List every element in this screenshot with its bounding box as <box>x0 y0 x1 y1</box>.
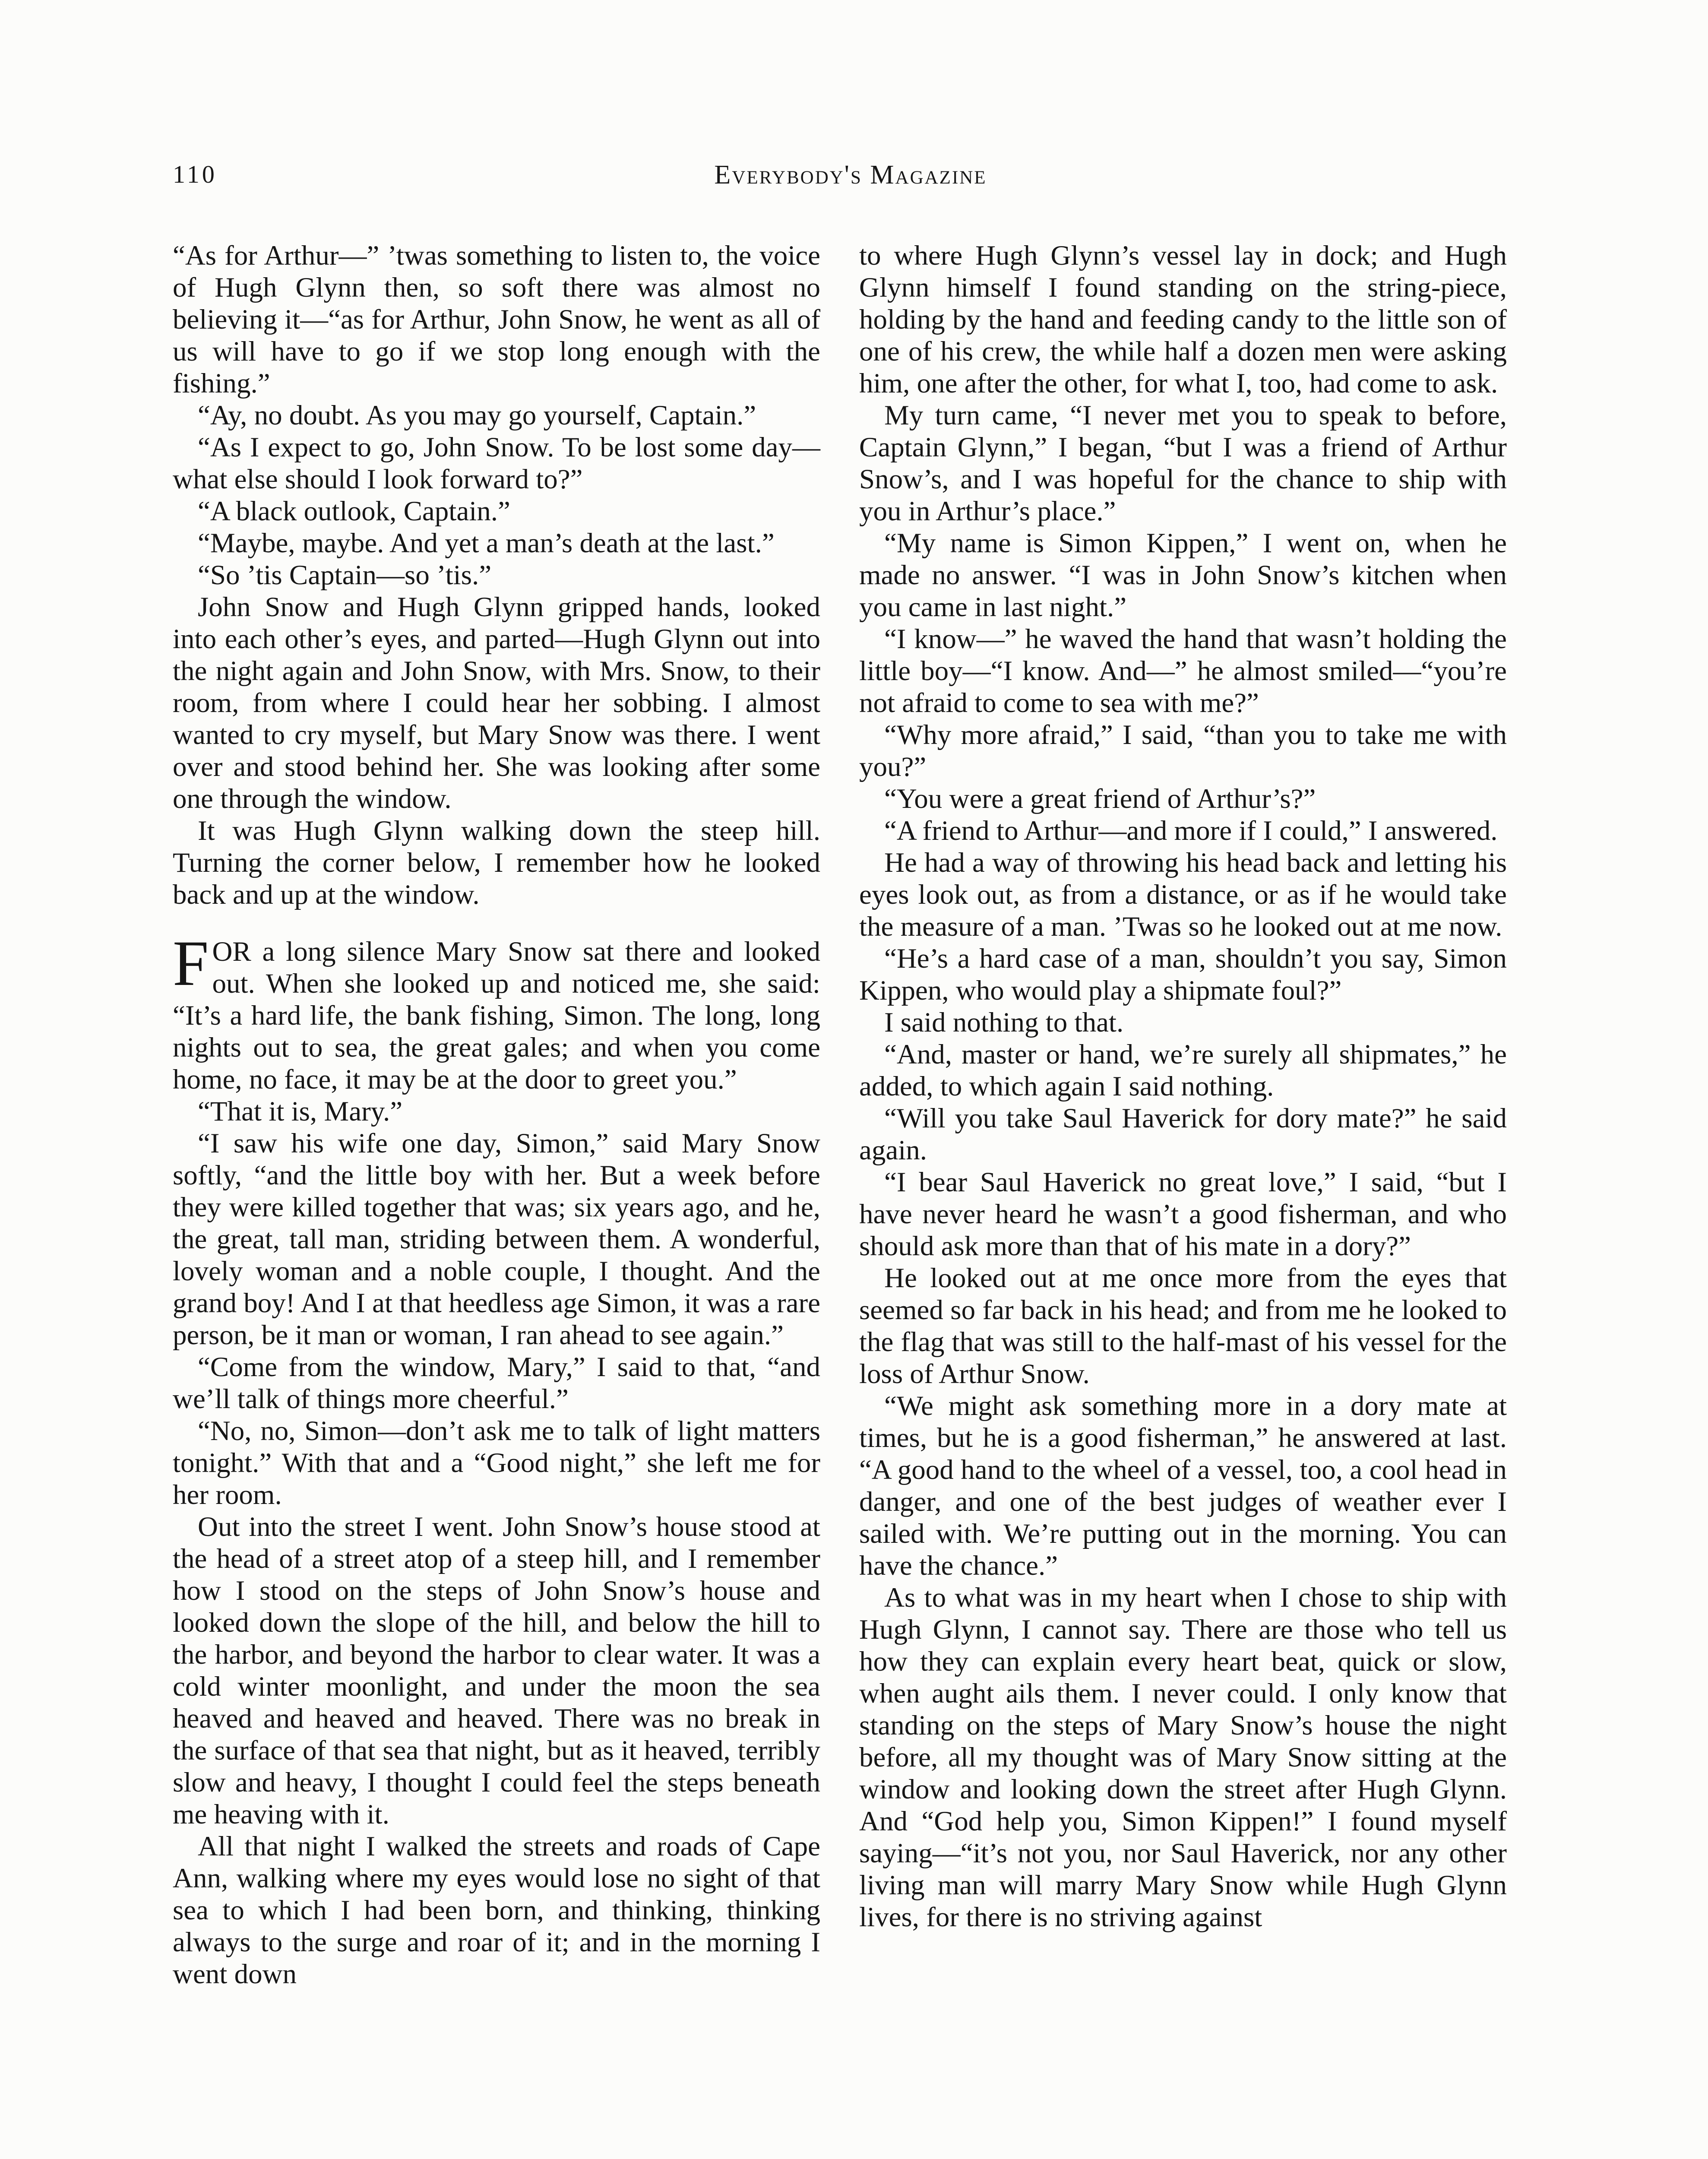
paragraph: “My name is Simon Kippen,” I went on, when he made no answer. “I was in John Snow’s kitchen when you came in last night.” <box>859 528 1507 623</box>
paragraph: “He’s a hard case of a man, shouldn’t you say, Simon Kippen, who would play a shipmate foul?” <box>859 943 1507 1006</box>
drop-cap: F <box>173 928 209 999</box>
paragraph: “Maybe, maybe. And yet a man’s death at the last.” <box>198 528 775 559</box>
paragraph: “That it is, Mary.” <box>198 1096 403 1127</box>
paragraph: As to what was in my heart when I chose to ship with Hugh Glynn, I cannot say. There are those who tell us how they can explain every heart beat, quick or slow, when aught ails them. I never could. I only know that standing on the steps of Mary Snow’s house the night before, all my thought was of Mary Snow sitting at the window and looking down the street after Hugh Glynn. And “God help you, Simon Kippen!” I found myself saying—“it’s not you, nor Saul Haverick, nor any other living man will marry Mary Snow while Hugh Glynn lives, for there is no striving against <box>859 1582 1507 1933</box>
paragraph: Out into the street I went. John Snow’s house stood at the head of a street atop of a steep hill, and I remember how I stood on the steps of John Snow’s house and looked down the slope of the hill, and below the hill to the harbor, and beyond the harbor to clear water. It was a cold winter moonlight, and under the moon the sea heaved and heaved and heaved. There was no break in the surface of that sea that night, but as it heaved, terribly slow and heavy, I thought I could feel the steps beneath me heaving with it. <box>173 1511 820 1830</box>
paragraph: “As I expect to go, John Snow. To be lost some day—what else should I look forward to?” <box>173 432 820 495</box>
paragraph: I said nothing to that. <box>884 1007 1124 1038</box>
paragraph: “So ’tis Captain—so ’tis.” <box>198 560 492 591</box>
paragraph: He looked out at me once more from the eyes that seemed so far back in his head; and from me he looked to the flag that was still to the half-mast of his vessel for the loss of Arthur Snow. <box>859 1263 1507 1390</box>
paragraph: “Why more afraid,” I said, “than you to take me with you?” <box>859 719 1507 782</box>
paragraph: “Ay, no doubt. As you may go yourself, Captain.” <box>198 400 756 431</box>
paragraph: to where Hugh Glynn’s vessel lay in dock; and Hugh Glynn himself I found standing on the string-piece, holding by the hand and feeding candy to the little son of one of his crew, the while half a dozen men were asking him, one after the other, for what I, too, had come to ask. <box>859 240 1507 399</box>
paragraph: “I saw his wife one day, Simon,” said Mary Snow softly, “and the little boy with her. But a week before they were killed together that was; six years ago, and he, the great, tall man, striding between them. A wonderful, lovely woman and a noble couple, I thought. And the grand boy! And I at that heedless age Simon, it was a rare person, be it man or woman, I ran ahead to see again.” <box>173 1128 820 1351</box>
paragraph: “We might ask something more in a dory mate at times, but he is a good fisherman,” he answered at last. “A good hand to the wheel of a vessel, too, a cool head in danger, and one of the best judges of weather ever I sailed with. We’re putting out in the morning. You can have the chance.” <box>859 1390 1507 1581</box>
right-column <box>859 240 1507 1933</box>
paragraph: “I know—” he waved the hand that wasn’t holding the little boy—“I know. And—” he almost smiled—“you’re not afraid to come to sea with me?” <box>859 624 1507 719</box>
section-first-paragraph-text: OR a long silence Mary Snow sat there and looked out. When she looked up and noticed me, she said: “It’s a hard life, the bank fishing, Simon. The long, long nights out to sea, the great gales; and when you come home, no face, it may be at the door to greet you.” <box>173 936 820 1095</box>
paragraph: My turn came, “I never met you to speak to before, Captain Glynn,” I began, “but I was a friend of Arthur Snow’s, and I was hopeful for the chance to ship with you in Arthur’s place.” <box>859 400 1507 527</box>
paragraph: It was Hugh Glynn walking down the steep hill. Turning the corner below, I remember how he looked back and up at the window. <box>173 815 820 910</box>
section-first-paragraph <box>173 928 820 1095</box>
paragraph: “A black outlook, Captain.” <box>198 496 510 527</box>
page-number: 110 <box>173 160 217 188</box>
paragraph: John Snow and Hugh Glynn gripped hands, looked into each other’s eyes, and parted—Hugh Glynn out into the night again and John Snow, with Mrs. Snow, to their room, from where I could hear her sobbing. I almost wanted to cry myself, but Mary Snow was there. I went over and stood behind her. She was looking after some one through the window. <box>173 592 820 814</box>
paragraph: “You were a great friend of Arthur’s?” <box>884 783 1316 814</box>
paragraph: All that night I walked the streets and roads of Cape Ann, walking where my eyes would lose no sight of that sea to which I had been born, and thinking, thinking always to the surge and roar of it; and in the morning I went down <box>173 1831 820 1990</box>
paragraph: “A friend to Arthur—and more if I could,” I answered. <box>884 815 1498 846</box>
paragraph: “No, no, Simon—don’t ask me to talk of light matters tonight.” With that and a “Good night,” she left me for her room. <box>173 1415 820 1510</box>
paragraph: He had a way of throwing his head back and letting his eyes look out, as from a distance, or as if he would take the measure of a man. ’Twas so he looked out at me now. <box>859 847 1507 942</box>
paragraph: “I bear Saul Haverick no great love,” I said, “but I have never heard he wasn’t a good fisherman, and who should ask more than that of his mate in a dory?” <box>859 1167 1507 1262</box>
paragraph: “And, master or hand, we’re surely all shipmates,” he added, to which again I said nothing. <box>859 1039 1507 1102</box>
paragraph: “Will you take Saul Haverick for dory mate?” he said again. <box>859 1103 1507 1166</box>
paragraph: “As for Arthur—” ’twas something to listen to, the voice of Hugh Glynn then, so soft there was almost no believing it—“as for Arthur, John Snow, he went as all of us will have to go if we stop long enough with the fishing.” <box>173 240 820 399</box>
running-title: Everybody's Magazine <box>714 160 987 190</box>
paragraph: “Come from the window, Mary,” I said to that, “and we’ll talk of things more cheerful.” <box>173 1352 820 1415</box>
page-header <box>173 160 1528 207</box>
left-column <box>173 240 820 1990</box>
